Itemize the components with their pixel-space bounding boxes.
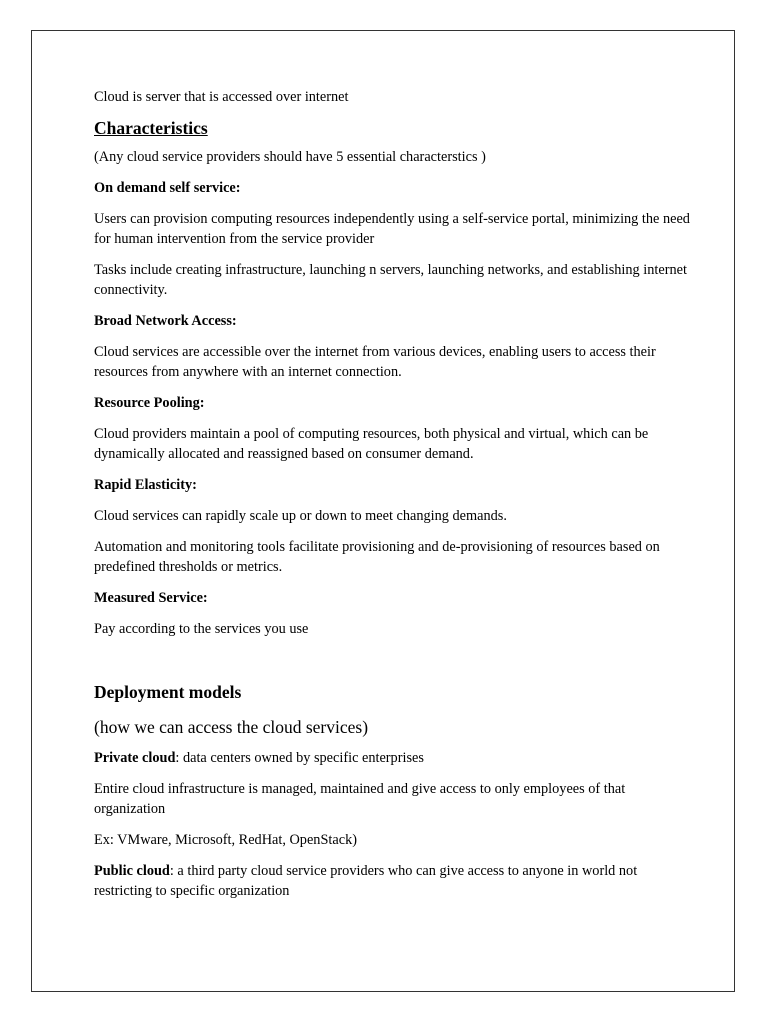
private-cloud-examples: Ex: VMware, Microsoft, RedHat, OpenStack)	[94, 832, 357, 848]
deployment-heading: Deployment models	[94, 682, 242, 702]
characteristics-heading: Characteristics	[94, 118, 208, 138]
private-cloud-line	[94, 748, 694, 768]
document-content	[94, 87, 694, 912]
deployment-subheading: (how we can access the cloud services)	[94, 717, 369, 737]
broad-network-paragraph: Cloud services are accessible over the internet from various devices, enabling users to access their resources from anywhere with an internet connection.	[94, 344, 656, 380]
resource-pooling-title: Resource Pooling:	[94, 395, 205, 411]
public-cloud-text: : a third party cloud service providers who can give access to anyone in world not restricting to specific organization	[94, 863, 638, 899]
rapid-elasticity-paragraph-2: Automation and monitoring tools facilitate provisioning and de-provisioning of resources based on predefined thresholds or metrics.	[94, 539, 660, 575]
rapid-elasticity-title: Rapid Elasticity:	[94, 477, 197, 493]
on-demand-paragraph-2: Tasks include creating infrastructure, launching n servers, launching networks, and establishing internet connectivity.	[94, 262, 687, 298]
intro-text: Cloud is server that is accessed over internet	[94, 89, 349, 105]
broad-network-title: Broad Network Access:	[94, 313, 237, 329]
on-demand-paragraph-1: Users can provision computing resources independently using a self-service portal, minimizing the need for human intervention from the service provider	[94, 211, 690, 247]
public-cloud-line	[94, 861, 694, 901]
measured-service-paragraph: Pay according to the services you use	[94, 621, 309, 637]
characteristics-note: (Any cloud service providers should have 5 essential characterstics )	[94, 149, 486, 165]
public-cloud-label: Public cloud	[94, 863, 170, 879]
private-cloud-text: : data centers owned by specific enterprises	[175, 750, 424, 766]
private-cloud-label: Private cloud	[94, 750, 176, 766]
rapid-elasticity-paragraph-1: Cloud services can rapidly scale up or down to meet changing demands.	[94, 508, 507, 524]
private-cloud-paragraph: Entire cloud infrastructure is managed, maintained and give access to only employees of that organization	[94, 781, 626, 817]
document-page	[31, 30, 735, 992]
on-demand-title: On demand self service:	[94, 180, 241, 196]
resource-pooling-paragraph: Cloud providers maintain a pool of computing resources, both physical and virtual, which can be dynamically allocated and reassigned based on consumer demand.	[94, 426, 649, 462]
measured-service-title: Measured Service:	[94, 590, 208, 606]
